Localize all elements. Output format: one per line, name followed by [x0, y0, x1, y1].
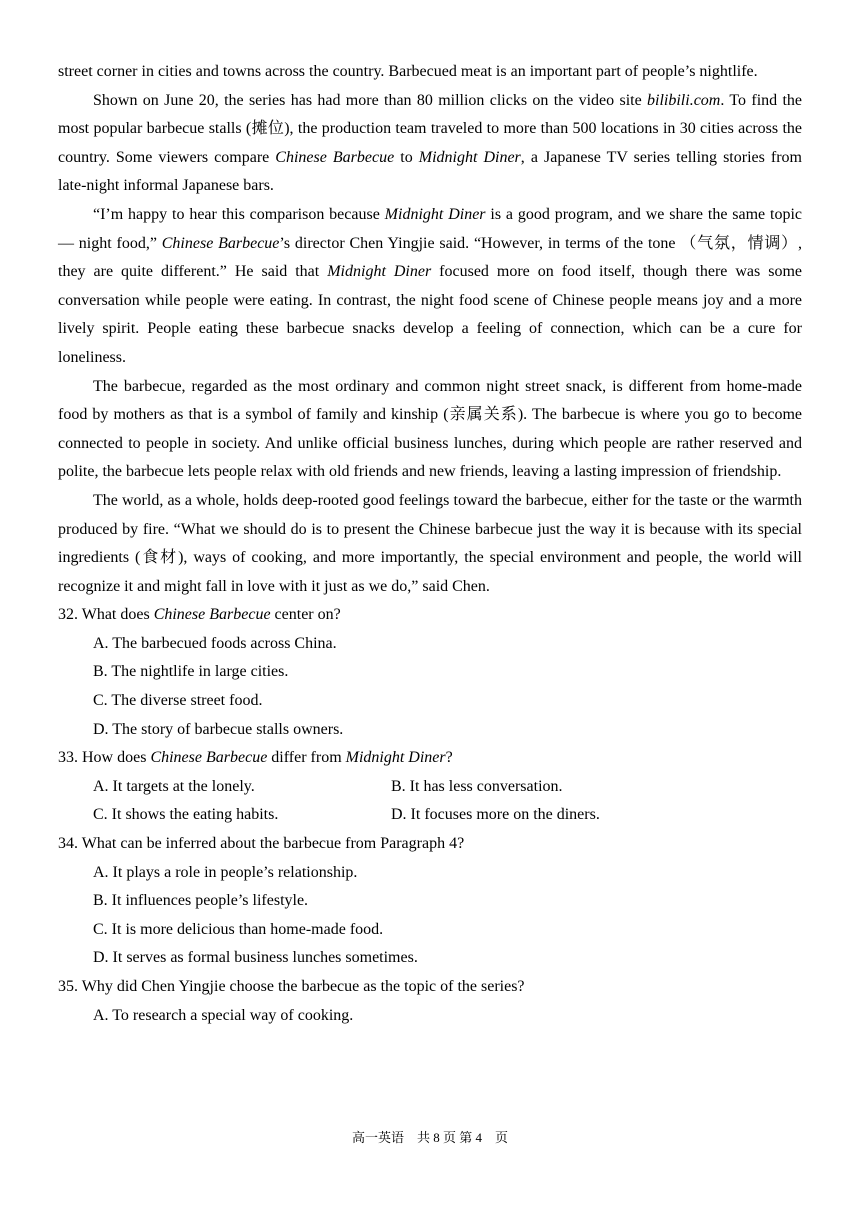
option-33-c: C. It shows the eating habits. [93, 806, 279, 824]
paragraph-5: The world, as a whole, holds deep-rooted good feelings toward the barbecue, either for the taste or the warmth produced by fire. “What we should do is to present the Chinese barbecue just the way it is because with its special ingredients (食材), ways of cooking, and more importantly, the special environment and people, the world will recognize it and might fall in love with it just as we do,” said Chen. [58, 491, 802, 595]
option-35-a: A. To research a special way of cooking. [93, 1006, 354, 1024]
option-32-a: A. The barbecued foods across China. [93, 634, 337, 652]
page-footer: 高一英语 共 8 页 第 4 页 [351, 1130, 508, 1145]
option-34-c: C. It is more delicious than home-made food. [93, 920, 384, 938]
paragraph-1-continued: street corner in cities and towns across the country. Barbecued meat is an important part of people’s nightlife. [58, 63, 758, 80]
question-35: 35. Why did Chen Yingjie choose the barbecue as the topic of the series? [58, 978, 525, 995]
series-title: Midnight Diner [418, 148, 521, 166]
series-title: Midnight Diner [327, 263, 432, 281]
series-title: Chinese Barbecue [275, 148, 395, 166]
option-33-a: A. It targets at the lonely. [93, 777, 255, 795]
question-33: 33. How does Chinese Barbecue differ from Midnight Diner? [58, 749, 453, 767]
option-32-b: B. The nightlife in large cities. [93, 663, 289, 681]
options-33-row-2 [58, 801, 802, 830]
option-33-d: D. It focuses more on the diners. [391, 806, 600, 824]
site-name: bilibili.com [647, 91, 721, 109]
paragraph-4: The barbecue, regarded as the most ordinary and common night street snack, is different from home-made food by mothers as that is a symbol of family and kinship (亲属关系). The barbecue is where you go to become connected to people in society. And unlike official business lunches, during which people are rather reserved and polite, the barbecue lets people relax with old friends and new friends, leaving a lasting impression of friendship. [58, 377, 802, 481]
document-page [58, 58, 802, 1030]
option-32-c: C. The diverse street food. [93, 692, 263, 710]
option-32-d: D. The story of barbecue stalls owners. [93, 720, 344, 738]
paragraph-3: “I’m happy to hear this comparison because Midnight Diner is a good program, and we share the same topic — night food,” Chinese Barbecue’s director Chen Yingjie said. “However, in terms of the tone （气氛，情调）, they are quite different.” He said that Midnight Diner focused more on food itself, though there was some conversation while people were eating. In contrast, the night food scene of Chinese people means joy and a more lively spirit. People eating these barbecue snacks develop a feeling of connection, which can be a cure for loneliness. [58, 205, 802, 366]
series-title: Midnight Diner [384, 205, 486, 223]
question-32: 32. What does Chinese Barbecue center on? [58, 606, 341, 624]
series-title: Chinese Barbecue [161, 234, 280, 252]
option-34-a: A. It plays a role in people’s relationship. [93, 863, 358, 881]
paragraph-2: Shown on June 20, the series has had more than 80 million clicks on the video site bilibili.com. To find the most popular barbecue stalls (摊位), the production team traveled to more than 500 locations in 30 cities across the country. Some viewers compare Chinese Barbecue to Midnight Diner, a Japanese TV series telling stories from late-night informal Japanese bars. [58, 91, 803, 195]
options-33-row-1 [58, 773, 802, 802]
option-34-d: D. It serves as formal business lunches sometimes. [93, 949, 418, 967]
option-33-b: B. It has less conversation. [391, 777, 563, 795]
option-34-b: B. It influences people’s lifestyle. [93, 892, 309, 910]
question-34: 34. What can be inferred about the barbecue from Paragraph 4? [58, 835, 465, 853]
